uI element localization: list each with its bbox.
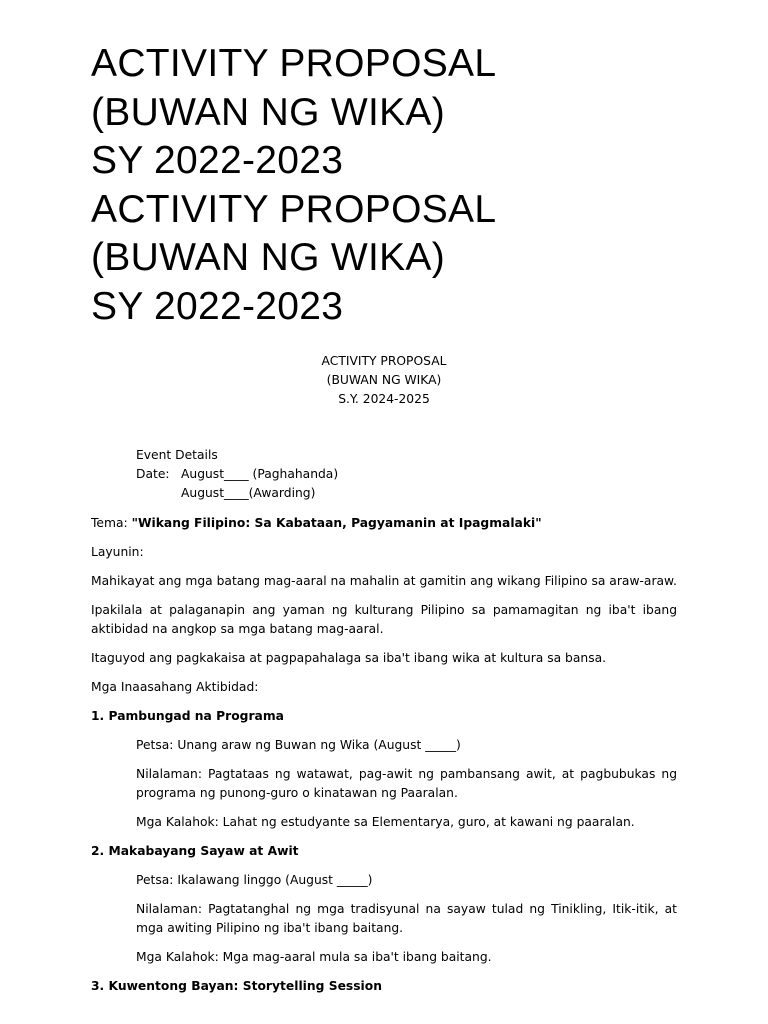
aktibidad-label: Mga Inaasahang Aktibidad: xyxy=(91,680,259,694)
document-header xyxy=(91,352,677,409)
layunin-item: Itaguyod ang pagkakaisa at pagpapahalaga sa iba't ibang wika at kultura sa bansa. xyxy=(91,651,607,665)
layunin-item: Mahikayat ang mga batang mag-aaral na mahalin at gamitin ang wikang Filipino sa araw-araw. xyxy=(91,574,677,588)
activity-petsa: Petsa: Ikalawang linggo (August _____) xyxy=(136,873,373,887)
date-label-spacer xyxy=(136,484,181,503)
activity-kalahok: Mga Kalahok: Mga mag-aaral mula sa iba't ibang baitang. xyxy=(136,950,492,964)
big-title-line: SY 2022-2023 xyxy=(91,284,344,328)
activity-petsa: Petsa: Unang araw ng Buwan ng Wika (August _____) xyxy=(136,738,461,752)
tema-label: Tema: xyxy=(91,516,132,530)
date-label: Date: xyxy=(136,467,170,481)
header-line: (BUWAN NG WIKA) xyxy=(326,373,442,387)
layunin-label: Layunin: xyxy=(91,545,144,559)
activity-kalahok: Mga Kalahok: Lahat ng estudyante sa Elementarya, guro, at kawani ng paaralan. xyxy=(136,815,635,829)
big-title-line: ACTIVITY PROPOSAL xyxy=(91,187,497,231)
activity-nilalaman: Nilalaman: Pagtatanghal ng mga tradisyunal na sayaw tulad ng Tinikling, Itik-itik, at mga awiting Pilipino ng iba't ibang baitang. xyxy=(136,902,677,935)
activity-title: 2. Makabayang Sayaw at Awit xyxy=(91,844,299,858)
activity-title: 3. Kuwentong Bayan: Storytelling Session xyxy=(91,979,382,993)
big-title xyxy=(91,40,496,331)
activity-nilalaman: Nilalaman: Pagtataas ng watawat, pag-awit ng pambansang awit, at pagbubukas ng programa ng punong-guro o kinatawan ng Paaralan. xyxy=(136,767,677,800)
big-title-line: (BUWAN NG WIKA) xyxy=(91,236,446,279)
tema-value: "Wikang Filipino: Sa Kabataan, Pagyamanin at Ipagmalaki" xyxy=(131,516,542,530)
event-date-row xyxy=(136,484,677,503)
tema-paragraph xyxy=(91,514,677,533)
big-title-line: (BUWAN NG WIKA) xyxy=(91,90,446,134)
date-value: August____ (Paghahanda) xyxy=(181,467,339,481)
header-line: ACTIVITY PROPOSAL xyxy=(321,354,447,368)
document-body xyxy=(91,352,677,996)
big-title-line: SY 2022-2023 xyxy=(91,139,344,182)
date-value: August____(Awarding) xyxy=(181,486,316,500)
activity-title: 1. Pambungad na Programa xyxy=(91,709,284,723)
event-heading: Event Details xyxy=(136,448,218,462)
big-title-line: ACTIVITY PROPOSAL xyxy=(91,42,497,85)
layunin-item: Ipakilala at palaganapin ang yaman ng kulturang Pilipino sa pamamagitan ng iba't ibang aktibidad na angkop sa mga batang mag-aaral. xyxy=(91,603,677,636)
event-date-row xyxy=(136,465,677,484)
header-line: S.Y. 2024-2025 xyxy=(338,392,430,406)
event-details xyxy=(136,446,677,503)
